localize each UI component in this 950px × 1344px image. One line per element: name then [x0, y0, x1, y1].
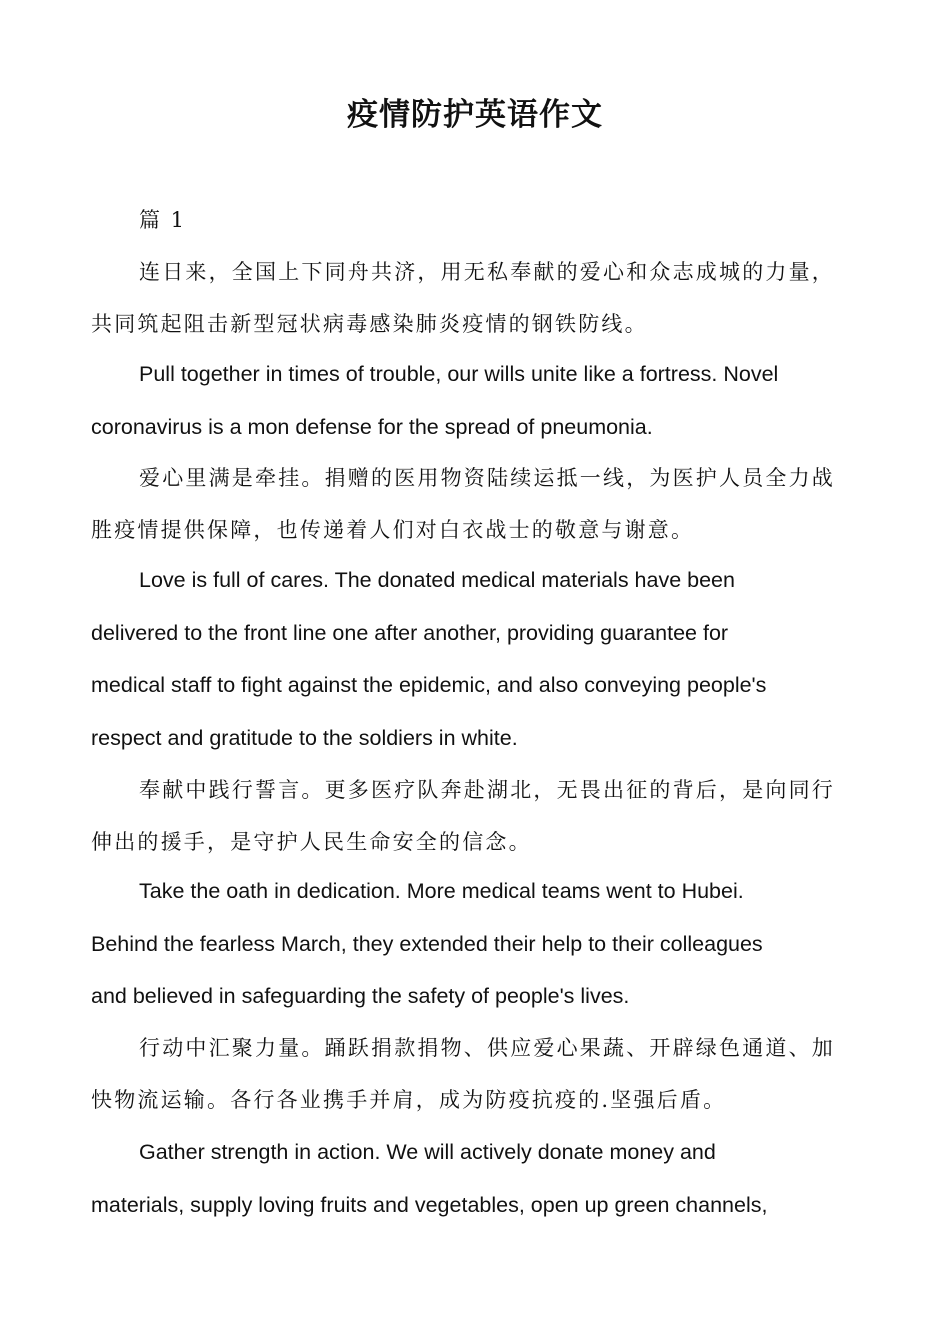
paragraph-line: 行动中汇聚力量。踊跃捐款捐物、供应爱心果蔬、开辟绿色通道、加	[139, 1036, 835, 1060]
document-title: 疫情防护英语作文	[347, 97, 603, 133]
paragraph-line: 爱心里满是牵挂。捐赠的医用物资陆续运抵一线，为医护人员全力战	[139, 466, 835, 490]
paragraph-line: and believed in safeguarding the safety of people's lives.	[91, 984, 630, 1008]
paragraph-zh-4	[91, 1022, 859, 1126]
paragraph-line: 共同筑起阻击新型冠状病毒感染肺炎疫情的钢铁防线。	[91, 312, 648, 336]
paragraph-zh-3	[91, 764, 859, 868]
paragraph-line: 伸出的援手，是守护人民生命安全的信念。	[91, 830, 532, 854]
paragraph-line: respect and gratitude to the soldiers in white.	[91, 725, 518, 750]
paragraph-en-3	[91, 865, 859, 1023]
paragraph-line: coronavirus is a mon defense for the spread of pneumonia.	[91, 414, 653, 439]
paragraph-line: Behind the fearless March, they extended their help to their colleagues	[91, 931, 763, 956]
paragraph-line: Take the oath in dedication. More medical teams went to Hubei.	[139, 879, 744, 903]
paragraph-zh-2	[91, 452, 859, 556]
paragraph-zh-1	[91, 246, 859, 350]
paragraph-line: Pull together in times of trouble, our wills unite like a fortress. Novel	[139, 362, 779, 386]
paragraph-line: delivered to the front line one after another, providing guarantee for	[91, 620, 729, 645]
paragraph-line: 连日来，全国上下同舟共济，用无私奉献的爱心和众志成城的力量，	[139, 260, 835, 284]
paragraph-en-1	[91, 348, 859, 453]
paragraph-en-4	[91, 1126, 859, 1231]
paragraph-en-2	[91, 554, 859, 764]
paragraph-line: Gather strength in action. We will actively donate money and	[139, 1140, 716, 1164]
section-label: 篇 1	[139, 208, 187, 232]
paragraph-line: 胜疫情提供保障，也传递着人们对白衣战士的敬意与谢意。	[91, 518, 695, 542]
paragraph-line: materials, supply loving fruits and vegetables, open up green channels,	[91, 1192, 768, 1217]
paragraph-line: 快物流运输。各行各业携手并肩，成为防疫抗疫的.坚强后盾。	[91, 1088, 727, 1112]
paragraph-line: medical staff to fight against the epidemic, and also conveying people's	[91, 673, 767, 697]
paragraph-line: Love is full of cares. The donated medical materials have been	[139, 568, 735, 592]
paragraph-line: 奉献中践行誓言。更多医疗队奔赴湖北，无畏出征的背后，是向同行	[139, 778, 835, 802]
